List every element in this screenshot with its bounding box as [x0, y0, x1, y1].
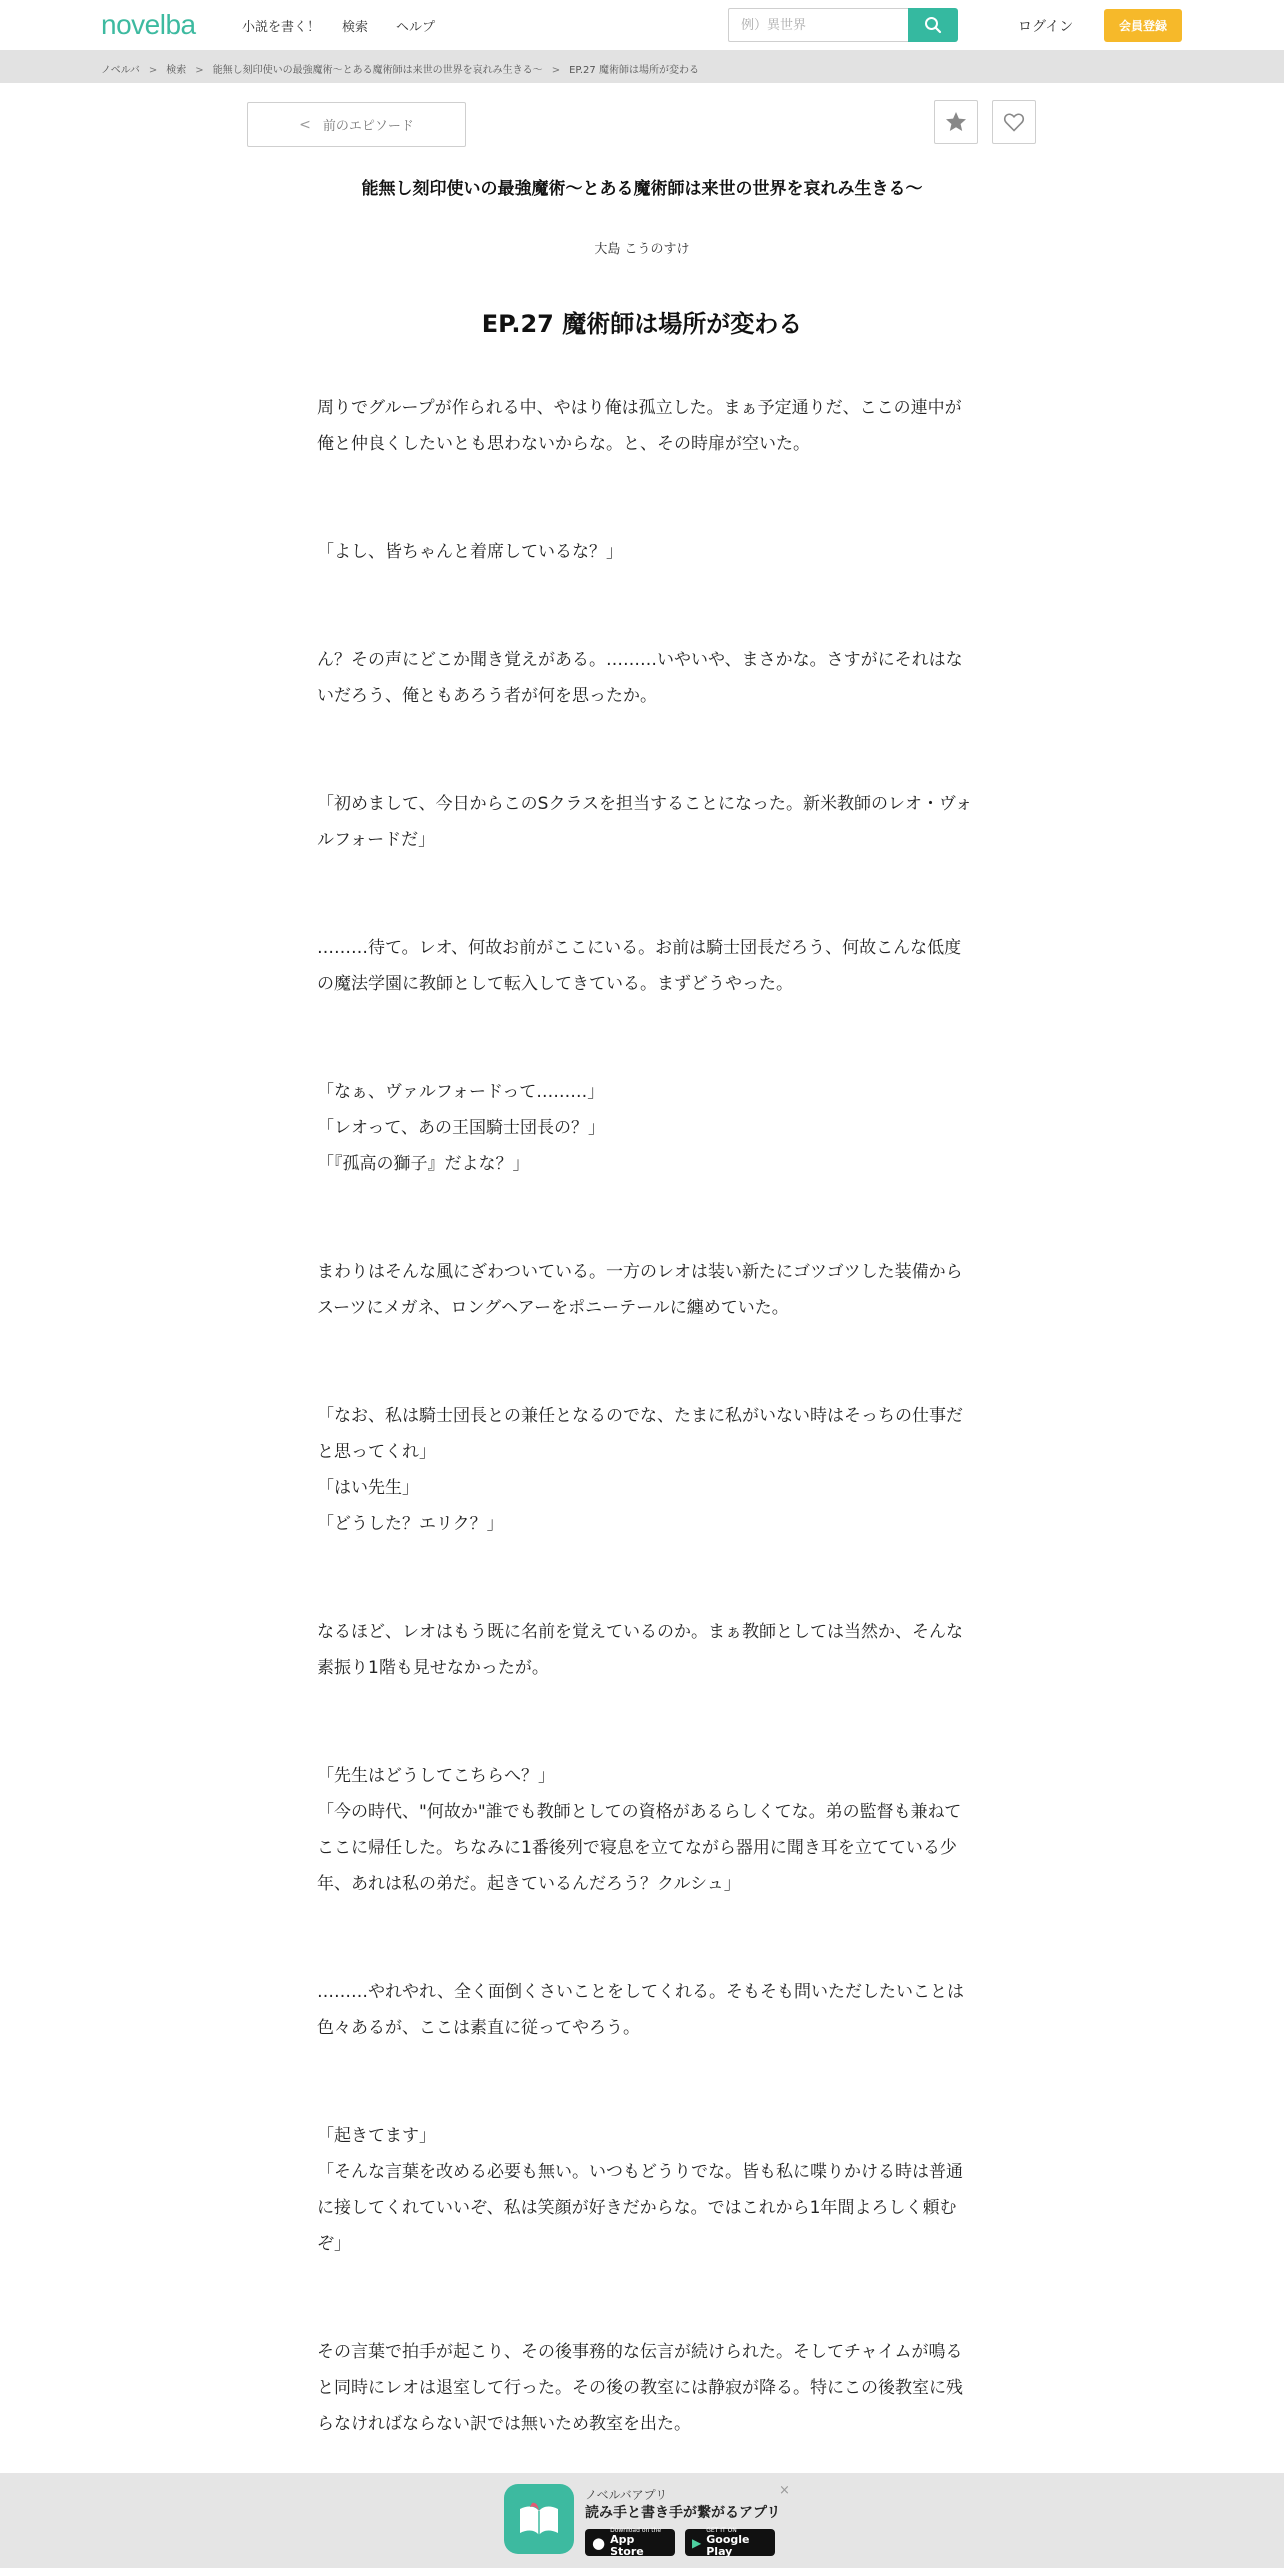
- search-button[interactable]: [908, 8, 958, 42]
- paragraph: ………待て。レオ、何故お前がここにいる。お前は騎士団長だろう、何故こんな低度の魔法学園に教師として転入してきている。まずどうやった。: [317, 938, 962, 994]
- chevron-left-icon: <: [299, 116, 311, 133]
- app-name: ノベルバアプリ: [585, 2488, 668, 2502]
- breadcrumb-home[interactable]: ノベルバ: [101, 65, 140, 76]
- app-tagline: 読み手と書き手が繋がるアプリ: [585, 2505, 781, 2521]
- breadcrumb-episode: EP.27 魔術師は場所が変わる: [569, 65, 699, 76]
- paragraph: ………やれやれ、全く面倒くさいことをしてくれる。そもそも問いただしたいことは色々あるが、ここは素直に従ってやろう。: [317, 1982, 965, 2038]
- nav-search[interactable]: 検索: [342, 20, 369, 35]
- apple-icon: ●: [592, 2533, 606, 2552]
- author-name[interactable]: 大島 こうのすけ: [594, 242, 690, 257]
- google-play-big: Google Play: [706, 2533, 750, 2558]
- app-store-small: Download on the: [610, 2527, 662, 2534]
- google-play-small: GET IT ON: [706, 2527, 737, 2534]
- search-input[interactable]: [728, 8, 908, 42]
- register-button[interactable]: 会員登録: [1104, 9, 1182, 42]
- heart-icon: [1002, 110, 1026, 134]
- star-icon: [944, 110, 968, 134]
- favorite-star-button[interactable]: [934, 100, 978, 144]
- site-header: [0, 0, 1284, 50]
- novelba-logo[interactable]: novelba: [101, 9, 196, 40]
- breadcrumb-separator: >: [551, 65, 561, 76]
- paragraph: 「なお、私は騎士団長との兼任となるのでな、たまに私がいない時はそっちの仕事だと思ってくれ」 「はい先生」 「どうした？エリク？」: [317, 1406, 963, 1534]
- paragraph: その言葉で拍手が起こり、その後事務的な伝言が続けられた。そしてチャイムが鳴ると同時にレオは退室して行った。その後の教室には静寂が降る。特にこの後教室に残らなければならない訳では無いため教室を出た。: [317, 2342, 963, 2434]
- episode-body: [317, 390, 977, 2514]
- paragraph: 周りでグループが作られる中、やはり俺は孤立した。まぁ予定通りだ、ここの連中が俺と仲良くしたいとも思わないからな。と、その時扉が空いた。: [317, 398, 962, 454]
- prev-episode-label: 前のエピソード: [322, 119, 414, 134]
- google-play-badge[interactable]: [685, 2529, 775, 2556]
- breadcrumb: [101, 61, 699, 76]
- like-heart-button[interactable]: [992, 100, 1036, 144]
- breadcrumb-novel[interactable]: 能無し刻印使いの最強魔術〜とある魔術師は来世の世界を哀れみ生きる〜: [212, 65, 543, 76]
- paragraph: 「なぁ、ヴァルフォードって………」 「レオって、あの王国騎士団長の？」 「『孤高の獅子』だよな？」: [317, 1082, 605, 1174]
- paragraph: なるほど、レオはもう既に名前を覚えているのか。まぁ教師としては当然か、そんな素振り1階も見せなかったが。: [317, 1622, 963, 1678]
- close-icon[interactable]: ×: [779, 2483, 790, 2498]
- open-book-icon: [516, 2499, 562, 2539]
- login-link[interactable]: ログイン: [1018, 19, 1074, 35]
- app-icon[interactable]: [504, 2484, 574, 2554]
- nav-write-novel[interactable]: 小説を書く！: [242, 20, 321, 35]
- google-play-icon: ▶: [692, 2535, 702, 2550]
- episode-title: EP.27 魔術師は場所が変わる: [481, 310, 803, 338]
- paragraph: 「先生はどうしてこちらへ？」 「今の時代、"何故か"誰でも教師としての資格があるらしくてな。弟の監督も兼ねてここに帰任した。ちなみに1番後列で寝息を立てながら器用に聞き耳を立てている少年、あれは私の弟だ。起きているんだろう？クルシュ」: [317, 1766, 962, 1894]
- novel-title[interactable]: 能無し刻印使いの最強魔術〜とある魔術師は来世の世界を哀れみ生きる〜: [361, 179, 923, 199]
- paragraph: まわりはそんな風にざわついている。一方のレオは装い新たにゴツゴツした装備からスーツにメガネ、ロングヘアーをポニーテールに纏めていた。: [317, 1262, 963, 1318]
- paragraph: 「起きてます」 「そんな言葉を改める必要も無い。いつもどうりでな。皆も私に喋りかける時は普通に接してくれていいぞ、私は笑顔が好きだからな。ではこれから1年間よろしく頼むぞ」: [317, 2126, 963, 2254]
- paragraph: 「初めまして、今日からこのSクラスを担当することになった。新米教師のレオ・ヴォルフォードだ」: [317, 794, 973, 850]
- paragraph: ん？その声にどこか聞き覚えがある。………いやいや、まさかな。さすがにそれはないだろう、俺ともあろう者が何を思ったか。: [317, 650, 963, 706]
- breadcrumb-search[interactable]: 検索: [166, 65, 187, 76]
- breadcrumb-bar: [0, 50, 1284, 83]
- app-store-badge[interactable]: [585, 2529, 675, 2556]
- nav-help[interactable]: ヘルプ: [396, 20, 436, 35]
- app-store-big: App Store: [610, 2533, 644, 2558]
- app-promo-banner: [0, 2473, 1284, 2568]
- breadcrumb-separator: >: [148, 65, 158, 76]
- breadcrumb-separator: >: [195, 65, 204, 76]
- search-icon: [924, 16, 942, 34]
- prev-episode-button[interactable]: [247, 102, 466, 147]
- paragraph: 「よし、皆ちゃんと着席しているな？」: [317, 542, 623, 562]
